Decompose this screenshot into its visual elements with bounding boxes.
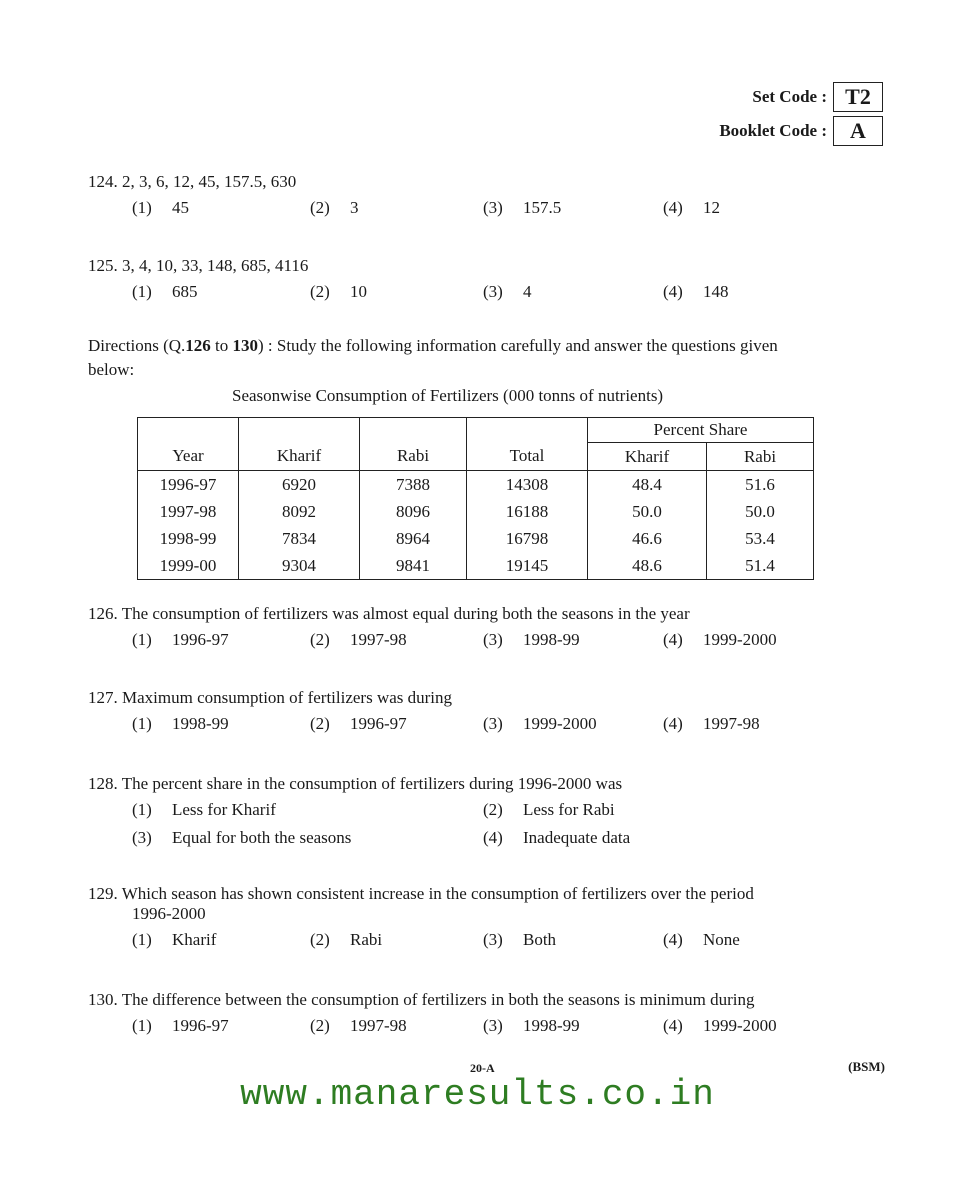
question-text: The difference between the consumption of fertilizers in both the seasons is minimum during — [121, 990, 755, 1009]
question-text: Which season has shown consistent increase in the consumption of fertilizers over the period — [121, 884, 754, 903]
question-number: 129. — [88, 884, 118, 903]
question-128 — [88, 774, 888, 852]
option-1: (1) 685 — [132, 282, 198, 301]
question-124 — [88, 172, 888, 222]
question-text-line-2: 1996-2000 — [132, 904, 206, 923]
option-3: (3) Equal for both the seasons — [132, 828, 352, 847]
set-code-row — [752, 82, 883, 112]
option-1: (1) Kharif — [132, 930, 217, 949]
booklet-code-label: Booklet Code : — [719, 121, 827, 140]
question-text: Maximum consumption of fertilizers was during — [122, 688, 453, 707]
option-4: (4) 1999-2000 — [663, 1016, 777, 1035]
col-header-kharif: Kharif — [239, 443, 360, 471]
option-1: (1) 1998-99 — [132, 714, 229, 733]
option-4: (4) 1999-2000 — [663, 630, 777, 649]
table-title: Seasonwise Consumption of Fertilizers (000 tonns of nutrients) — [232, 386, 664, 405]
option-3: (3) 1998-99 — [483, 630, 580, 649]
question-127 — [88, 688, 888, 738]
series-label: (BSM) — [848, 1059, 885, 1074]
option-2: (2) 1997-98 — [310, 630, 407, 649]
table-row: 1997-98 8092 8096 16188 50.0 50.0 — [138, 498, 814, 525]
set-code-label: Set Code : — [752, 87, 827, 106]
col-header-rabi-share: Rabi — [707, 443, 814, 471]
option-1: (1) 1996-97 — [132, 1016, 229, 1035]
option-2: (2) 3 — [310, 198, 359, 217]
option-3: (3) 1999-2000 — [483, 714, 597, 733]
option-3: (3) 1998-99 — [483, 1016, 580, 1035]
page-label: 20-A — [470, 1061, 495, 1075]
option-1: (1) 1996-97 — [132, 630, 229, 649]
option-2: (2) 10 — [310, 282, 367, 301]
directions-line-2: below: — [88, 360, 135, 379]
booklet-code-row — [719, 116, 883, 146]
option-2: (2) 1996-97 — [310, 714, 407, 733]
option-1: (1) 45 — [132, 198, 189, 217]
table-row: 1998-99 7834 8964 16798 46.6 53.4 — [138, 525, 814, 552]
option-3: (3) 4 — [483, 282, 532, 301]
option-2: (2) Less for Rabi — [483, 800, 615, 819]
option-4: (4) None — [663, 930, 740, 949]
option-4: (4) 1997-98 — [663, 714, 760, 733]
option-2: (2) 1997-98 — [310, 1016, 407, 1035]
option-4: (4) 148 — [663, 282, 729, 301]
footer-url[interactable]: www.manaresults.co.in — [240, 1074, 715, 1115]
option-4: (4) 12 — [663, 198, 720, 217]
percent-share-header: Percent Share — [588, 418, 814, 443]
option-3: (3) 157.5 — [483, 198, 562, 217]
question-129 — [88, 884, 888, 954]
question-number: 127. — [88, 688, 118, 707]
col-header-total: Total — [467, 443, 588, 471]
option-3: (3) Both — [483, 930, 557, 949]
option-1: (1) Less for Kharif — [132, 800, 276, 819]
option-4: (4) Inadequate data — [483, 828, 631, 847]
option-2: (2) Rabi — [310, 930, 383, 949]
booklet-code-box: A — [833, 116, 883, 146]
table-row: 1996-97 6920 7388 14308 48.4 51.6 — [138, 471, 814, 499]
question-130 — [88, 990, 888, 1040]
question-text: 2, 3, 6, 12, 45, 157.5, 630 — [122, 172, 297, 191]
table-row: 1999-00 9304 9841 19145 48.6 51.4 — [138, 552, 814, 580]
question-number: 128. — [88, 774, 118, 793]
directions-to: 130 — [232, 336, 258, 355]
col-header-kharif-share: Kharif — [588, 443, 707, 471]
fertilizer-table — [137, 417, 814, 580]
question-number: 126. — [88, 604, 118, 623]
directions-line-1: Directions (Q.126 to 130) : Study the following information carefully and answer the questions given — [88, 336, 778, 355]
question-text: The consumption of fertilizers was almost equal during both the seasons in the year — [121, 604, 690, 623]
directions-from: 126 — [185, 336, 211, 355]
question-125 — [88, 256, 888, 306]
set-code-box: T2 — [833, 82, 883, 112]
question-number: 130. — [88, 990, 118, 1009]
question-126 — [88, 604, 888, 654]
col-header-year: Year — [138, 443, 239, 471]
question-text: 3, 4, 10, 33, 148, 685, 4116 — [122, 256, 309, 275]
question-text: The percent share in the consumption of fertilizers during 1996-2000 was — [121, 774, 623, 793]
col-header-rabi: Rabi — [360, 443, 467, 471]
question-number: 125. — [88, 256, 118, 275]
question-number: 124. — [88, 172, 118, 191]
